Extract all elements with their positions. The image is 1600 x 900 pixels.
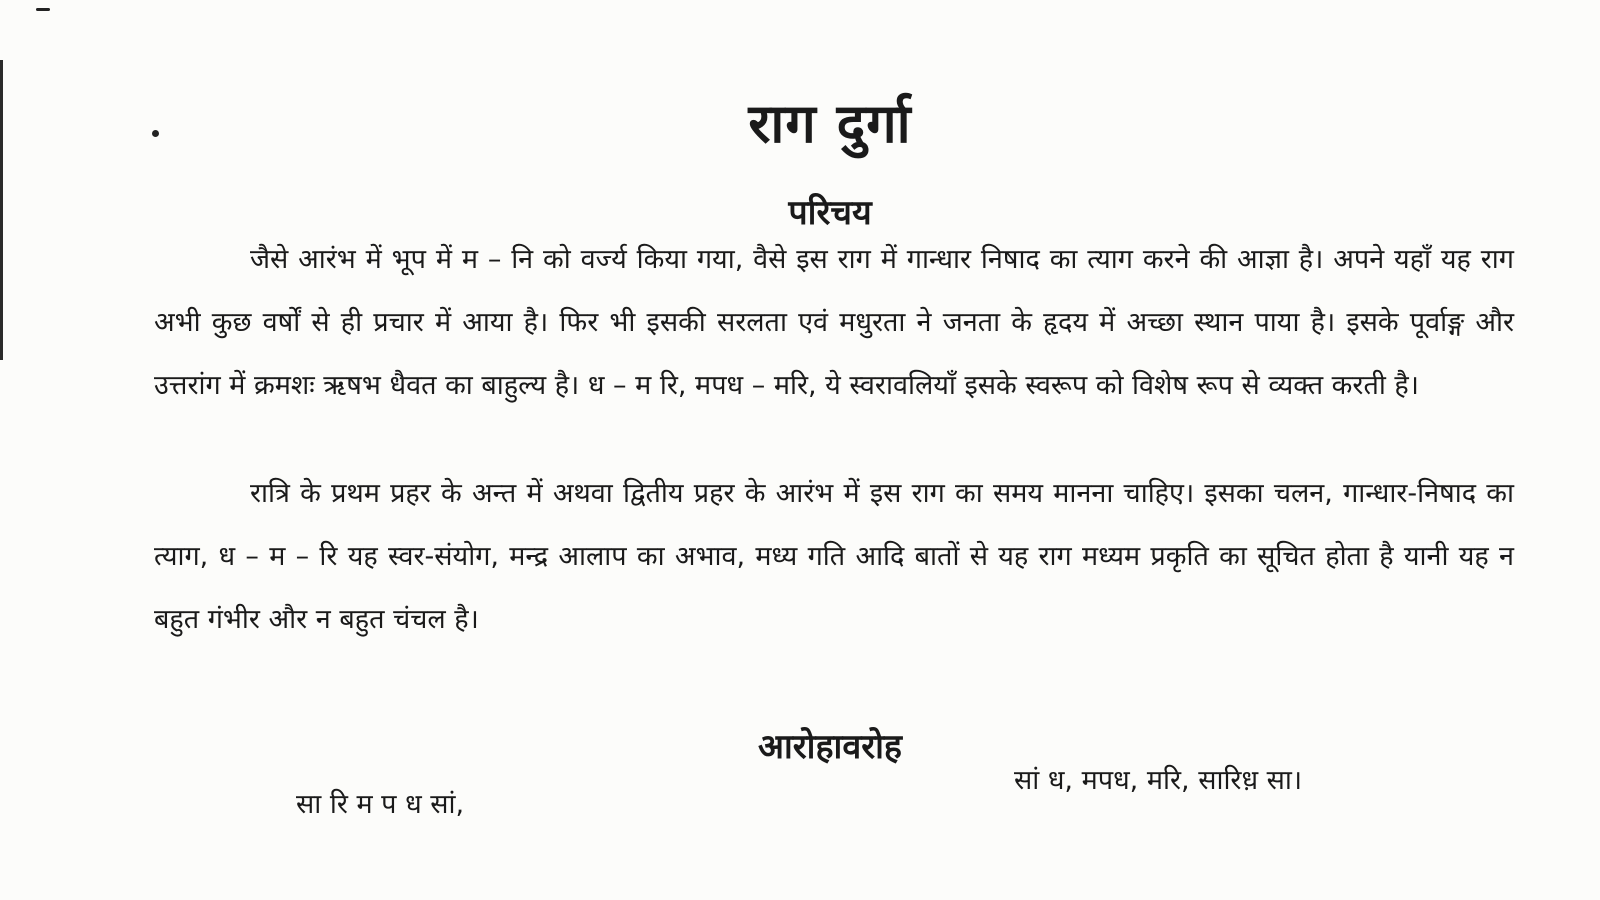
section-heading-aroh-avroh: आरोहावरोह [758,727,902,768]
page-title: राग दुर्गा [748,92,912,156]
section-heading-introduction: परिचय [788,193,872,234]
avroh-notation: सां ध, मपध, मरि, सारिध़ सा। [1014,765,1303,796]
paragraph-1: जैसे आरंभ में भूप में म – नि को वर्ज्य किया गया, वैसे इस राग में गान्धार निषाद का त्याग करने की आज्ञा है। अपने यहाँ यह राग अभी कुछ वर्षों से ही प्रचार में आया है। फिर भी इसकी सरलता एवं मधुरता ने जनता के हृदय में अच्छा स्थान पाया है। इसके पूर्वाङ्ग और उत्तरांग में क्रमशः ऋषभ धैवत का बाहुल्य है। ध – म रि, मपध – मरि, ये स्वरावलियाँ इसके स्वरूप को विशेष रूप से व्यक्त करती है। [154,244,1514,401]
aroh-notation: सा रि म प ध सां, [296,789,465,820]
scan-speck [36,8,50,11]
paragraph-2: रात्रि के प्रथम प्रहर के अन्त में अथवा द्वितीय प्रहर के आरंभ में इस राग का समय मानना चाहिए। इसका चलन, गान्धार-निषाद का त्याग, ध – म – रि यह स्वर-संयोग, मन्द्र आलाप का अभाव, मध्य गति आदि बातों से यह राग मध्यम प्रकृति का सूचित होता है यानी यह न बहुत गंभीर और न बहुत चंचल है। [154,478,1514,635]
